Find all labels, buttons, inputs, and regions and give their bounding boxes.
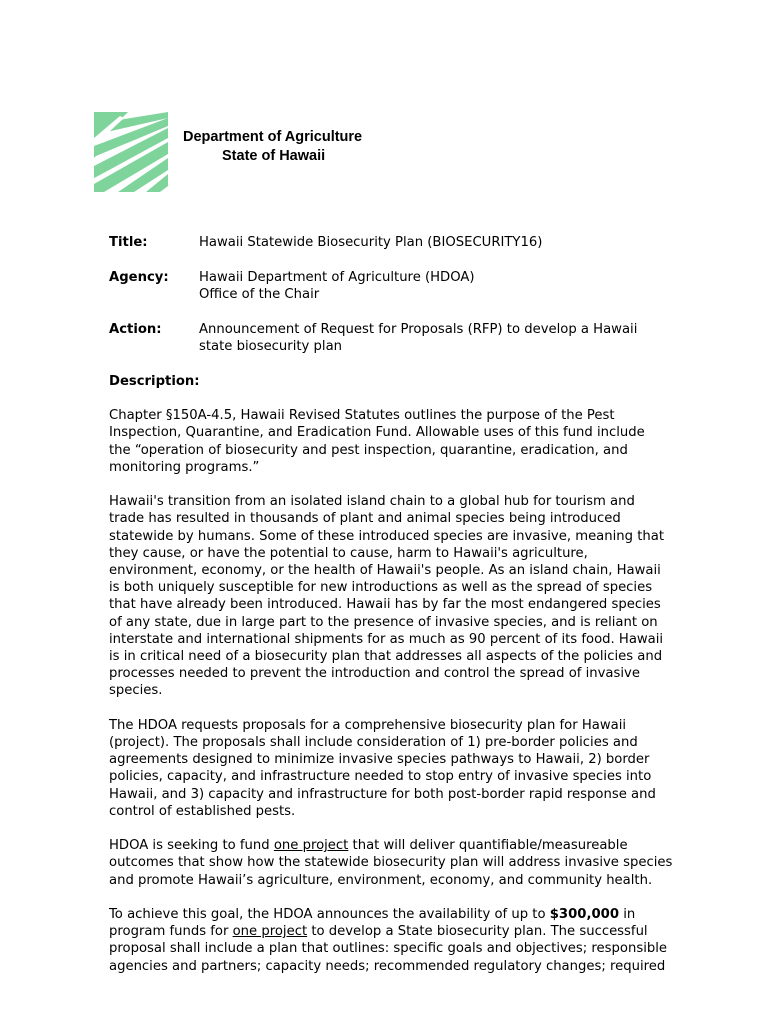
- paragraph-funding-goal: [109, 837, 709, 889]
- paragraph-availability: [109, 906, 709, 975]
- text-line: [109, 906, 709, 923]
- text-line: control of established pests.: [109, 803, 296, 819]
- text-line: processes needed to prevent the introduction and control the spread of invasive: [109, 666, 640, 682]
- action-label: Action:: [109, 322, 162, 337]
- hdoa-logo-icon: [94, 112, 168, 192]
- title-field: [109, 234, 709, 252]
- text-run: that will deliver quantifiable/measureable: [348, 838, 628, 854]
- paragraph-request: [109, 717, 709, 820]
- text-line: monitoring programs.”: [109, 459, 260, 475]
- text-line: agencies and partners; capacity needs; recommended regulatory changes; required: [109, 958, 666, 974]
- title-value: Hawaii Statewide Biosecurity Plan (BIOSECURITY16): [199, 235, 543, 250]
- text-line: is both uniquely susceptible for new introductions as well as the spread of species: [109, 580, 653, 596]
- text-line: they cause, or have the potential to cause, harm to Hawaii's agriculture,: [109, 545, 588, 561]
- text-line: proposal shall include a plan that outlines: specific goals and objectives; responsible: [109, 941, 668, 957]
- text-line: outcomes that show how the statewide biosecurity plan will address invasive species: [109, 855, 673, 871]
- paragraph-statute: [109, 407, 709, 476]
- text-line: [109, 837, 709, 854]
- text-line: Hawaii, and 3) capacity and infrastructure for both post-border rapid response and: [109, 786, 656, 802]
- text-line: Inspection, Quarantine, and Eradication Fund. Allowable uses of this fund include: [109, 425, 645, 441]
- agency-field: [109, 269, 709, 305]
- org-state: State of Hawaii: [222, 148, 326, 164]
- description-heading: Description:: [109, 374, 200, 389]
- organization-header: [183, 128, 403, 166]
- text-line: and promote Hawaii’s agriculture, environment, economy, and community health.: [109, 872, 653, 888]
- text-line: that have already been introduced. Hawaii has by far the most endangered species: [109, 597, 661, 613]
- text-line: policies, capacity, and infrastructure needed to stop entry of invasive species into: [109, 769, 652, 785]
- funding-amount: $300,000: [549, 907, 619, 923]
- text-line: environment, economy, or the health of Hawaii's people. As an island chain, Hawaii: [109, 563, 661, 579]
- action-value-line: Announcement of Request for Proposals (RFP) to develop a Hawaii: [199, 322, 638, 337]
- text-line: (project). The proposals shall include consideration of 1) pre-border policies and: [109, 735, 638, 751]
- text-line: agreements designed to minimize invasive species pathways to Hawaii, 2) border: [109, 752, 650, 768]
- text-run: in: [619, 907, 636, 923]
- text-run: program funds for: [109, 924, 233, 940]
- action-value-line: state biosecurity plan: [199, 339, 343, 355]
- text-line: Chapter §150A-4.5, Hawaii Revised Statutes outlines the purpose of the Pest: [109, 408, 615, 424]
- text-run: To achieve this goal, the HDOA announces the availability of up to: [109, 907, 550, 923]
- text-line: The HDOA requests proposals for a comprehensive biosecurity plan for Hawaii: [109, 717, 627, 733]
- text-run: to develop a State biosecurity plan. The successful: [307, 924, 648, 940]
- text-run: HDOA is seeking to fund: [109, 838, 274, 854]
- description-section: [109, 373, 709, 992]
- text-line: interstate and international shipments for as much as 90 percent of its food. Hawaii: [109, 631, 664, 647]
- text-line: [109, 923, 709, 940]
- one-project-underlined: one project: [273, 838, 349, 854]
- text-line: statewide by humans. Some of these introduced species are invasive, meaning that: [109, 528, 664, 544]
- agency-value-line: Hawaii Department of Agriculture (HDOA): [199, 270, 475, 285]
- text-line: of any state, due in large part to the presence of invasive species, and is reliant on: [109, 614, 658, 630]
- title-label: Title:: [109, 235, 148, 250]
- text-line: species.: [109, 683, 163, 699]
- one-project-underlined: one project: [232, 924, 308, 940]
- org-department: Department of Agriculture: [183, 129, 363, 145]
- agency-label: Agency:: [109, 270, 169, 285]
- action-field: [109, 321, 709, 357]
- paragraph-background: [109, 493, 709, 699]
- text-line: trade has resulted in thousands of plant and animal species being introduced: [109, 511, 621, 527]
- text-line: is in critical need of a biosecurity plan that addresses all aspects of the policies and: [109, 649, 663, 665]
- text-line: the “operation of biosecurity and pest inspection, quarantine, eradication, and: [109, 442, 628, 458]
- text-line: Hawaii's transition from an isolated island chain to a global hub for tourism and: [109, 494, 635, 510]
- agency-value-line: Office of the Chair: [199, 287, 320, 303]
